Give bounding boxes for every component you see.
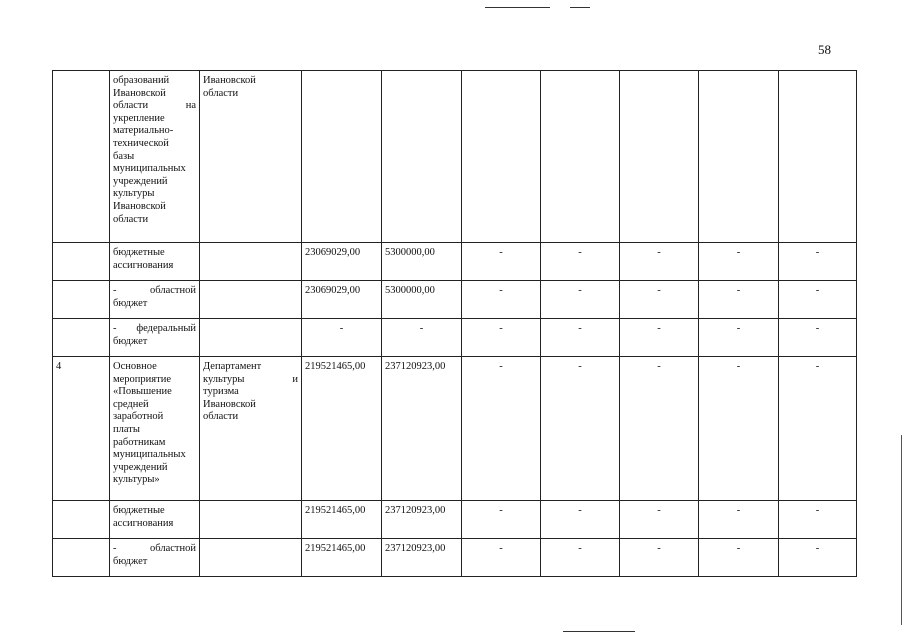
dash-cell: -: [699, 539, 779, 577]
row-label-cell: бюджетные ассигнования: [110, 501, 200, 539]
dash-cell: -: [779, 357, 857, 501]
dash-cell: -: [462, 357, 541, 501]
executor-line: области: [203, 87, 239, 99]
dash-cell: -: [620, 319, 699, 357]
label-line: бюджет: [113, 555, 148, 567]
dash-cell: -: [462, 501, 541, 539]
name-line: культуры: [113, 188, 155, 200]
name-line: образований: [113, 75, 170, 86]
value-cell: 23069029,00: [302, 281, 382, 319]
label-word: федеральный: [136, 323, 196, 334]
value-cell: [462, 71, 541, 243]
row-number-cell: 4: [53, 357, 110, 501]
value-cell: 219521465,00: [302, 539, 382, 577]
executor-cell: [200, 243, 302, 281]
value-cell: 237120923,00: [382, 357, 462, 501]
executor-line: области: [203, 411, 239, 423]
dash-cell: -: [462, 319, 541, 357]
dash-cell: -: [620, 357, 699, 501]
label-line: бюджет: [113, 335, 148, 347]
table-row: [53, 319, 857, 357]
label-line-split: [113, 323, 196, 336]
measure-name-cell: [110, 71, 200, 243]
name-line: материально-: [113, 125, 174, 137]
dash-cell: -: [779, 539, 857, 577]
value-cell: [779, 71, 857, 243]
dash-cell: -: [462, 281, 541, 319]
name-line: муниципальных: [113, 449, 186, 461]
table-row: [53, 281, 857, 319]
table-row: [53, 501, 857, 539]
scan-artifact-top-left: [485, 7, 550, 8]
dash-cell: -: [699, 243, 779, 281]
name-line: «Повышение: [113, 386, 172, 398]
executor-cell: [200, 501, 302, 539]
value-cell: 219521465,00: [302, 357, 382, 501]
name-line: укрепление: [113, 112, 165, 124]
row-number-cell: [53, 243, 110, 281]
table-row: [53, 71, 857, 243]
dash-cell: -: [699, 319, 779, 357]
executor-word: культуры: [203, 373, 245, 385]
dash-cell: -: [541, 539, 620, 577]
row-number-cell: [53, 501, 110, 539]
value-cell: [382, 71, 462, 243]
dash-cell: -: [541, 357, 620, 501]
scan-artifact-top-right: [570, 7, 590, 8]
executor-cell: [200, 281, 302, 319]
dash-cell: -: [382, 319, 462, 357]
name-line: мероприятие: [113, 373, 171, 385]
table-row: [53, 539, 857, 577]
name-word: на: [185, 100, 196, 112]
executor-cell: [200, 71, 302, 243]
dash-cell: -: [541, 501, 620, 539]
value-cell: [302, 71, 382, 243]
value-cell: 5300000,00: [382, 243, 462, 281]
executor-cell: [200, 539, 302, 577]
label-word: областной: [150, 285, 196, 296]
label-word: областной: [150, 543, 196, 554]
value-cell: [699, 71, 779, 243]
dash-cell: -: [699, 501, 779, 539]
row-label-cell: [110, 281, 200, 319]
value-cell: 237120923,00: [382, 539, 462, 577]
dash-cell: -: [699, 281, 779, 319]
budget-table: [52, 70, 857, 577]
row-label-cell: [110, 539, 200, 577]
label-word: -: [113, 543, 117, 554]
dash-cell: -: [699, 357, 779, 501]
dash-cell: -: [541, 319, 620, 357]
measure-name-cell: [110, 357, 200, 501]
page-number: 58: [818, 42, 831, 57]
label-word: -: [113, 285, 117, 296]
dash-cell: -: [620, 501, 699, 539]
name-line: Ивановской: [113, 200, 166, 212]
table-row: [53, 243, 857, 281]
name-word: области: [113, 100, 149, 112]
dash-cell: -: [462, 539, 541, 577]
value-cell: 219521465,00: [302, 501, 382, 539]
dash-cell: -: [620, 281, 699, 319]
name-line: культуры»: [113, 474, 160, 486]
table-row: [53, 357, 857, 501]
name-line: средней: [113, 398, 149, 410]
dash-cell: -: [779, 501, 857, 539]
executor-line: Департамент: [203, 361, 262, 372]
executor-cell: [200, 319, 302, 357]
row-label-cell: [110, 319, 200, 357]
row-label-cell: бюджетные ассигнования: [110, 243, 200, 281]
executor-line-split: [203, 374, 298, 387]
executor-word: и: [292, 373, 298, 385]
name-line: области: [113, 213, 149, 225]
dash-cell: -: [620, 243, 699, 281]
row-number-cell: [53, 71, 110, 243]
name-line: муниципальных: [113, 163, 186, 175]
label-line-split: [113, 543, 196, 556]
executor-cell: [200, 357, 302, 501]
dash-cell: -: [620, 539, 699, 577]
executor-line: Ивановской: [203, 398, 256, 410]
dash-cell: -: [779, 281, 857, 319]
name-line-split: [113, 100, 196, 113]
name-line: учреждений: [113, 461, 168, 473]
name-line: учреждений: [113, 175, 168, 187]
row-number-cell: [53, 281, 110, 319]
name-line: Основное: [113, 361, 157, 372]
dash-cell: -: [541, 243, 620, 281]
dash-cell: -: [541, 281, 620, 319]
dash-cell: -: [779, 319, 857, 357]
name-line: технической: [113, 137, 169, 149]
label-word: -: [113, 323, 117, 334]
name-line: базы: [113, 150, 135, 162]
value-cell: [620, 71, 699, 243]
scan-artifact-side: [901, 435, 902, 625]
name-line: заработной: [113, 411, 164, 423]
dash-cell: -: [779, 243, 857, 281]
label-line: бюджет: [113, 297, 148, 309]
value-cell: 237120923,00: [382, 501, 462, 539]
executor-line: туризма: [203, 386, 239, 398]
value-cell: 5300000,00: [382, 281, 462, 319]
row-number-cell: [53, 319, 110, 357]
value-cell: [541, 71, 620, 243]
name-line: платы: [113, 423, 140, 435]
row-number-cell: [53, 539, 110, 577]
dash-cell: -: [462, 243, 541, 281]
scan-artifact-bottom: [563, 631, 635, 632]
name-line: Ивановской: [113, 87, 166, 99]
value-cell: 23069029,00: [302, 243, 382, 281]
dash-cell: -: [302, 319, 382, 357]
label-line-split: [113, 285, 196, 298]
executor-line: Ивановской: [203, 75, 256, 86]
name-line: работникам: [113, 436, 166, 448]
